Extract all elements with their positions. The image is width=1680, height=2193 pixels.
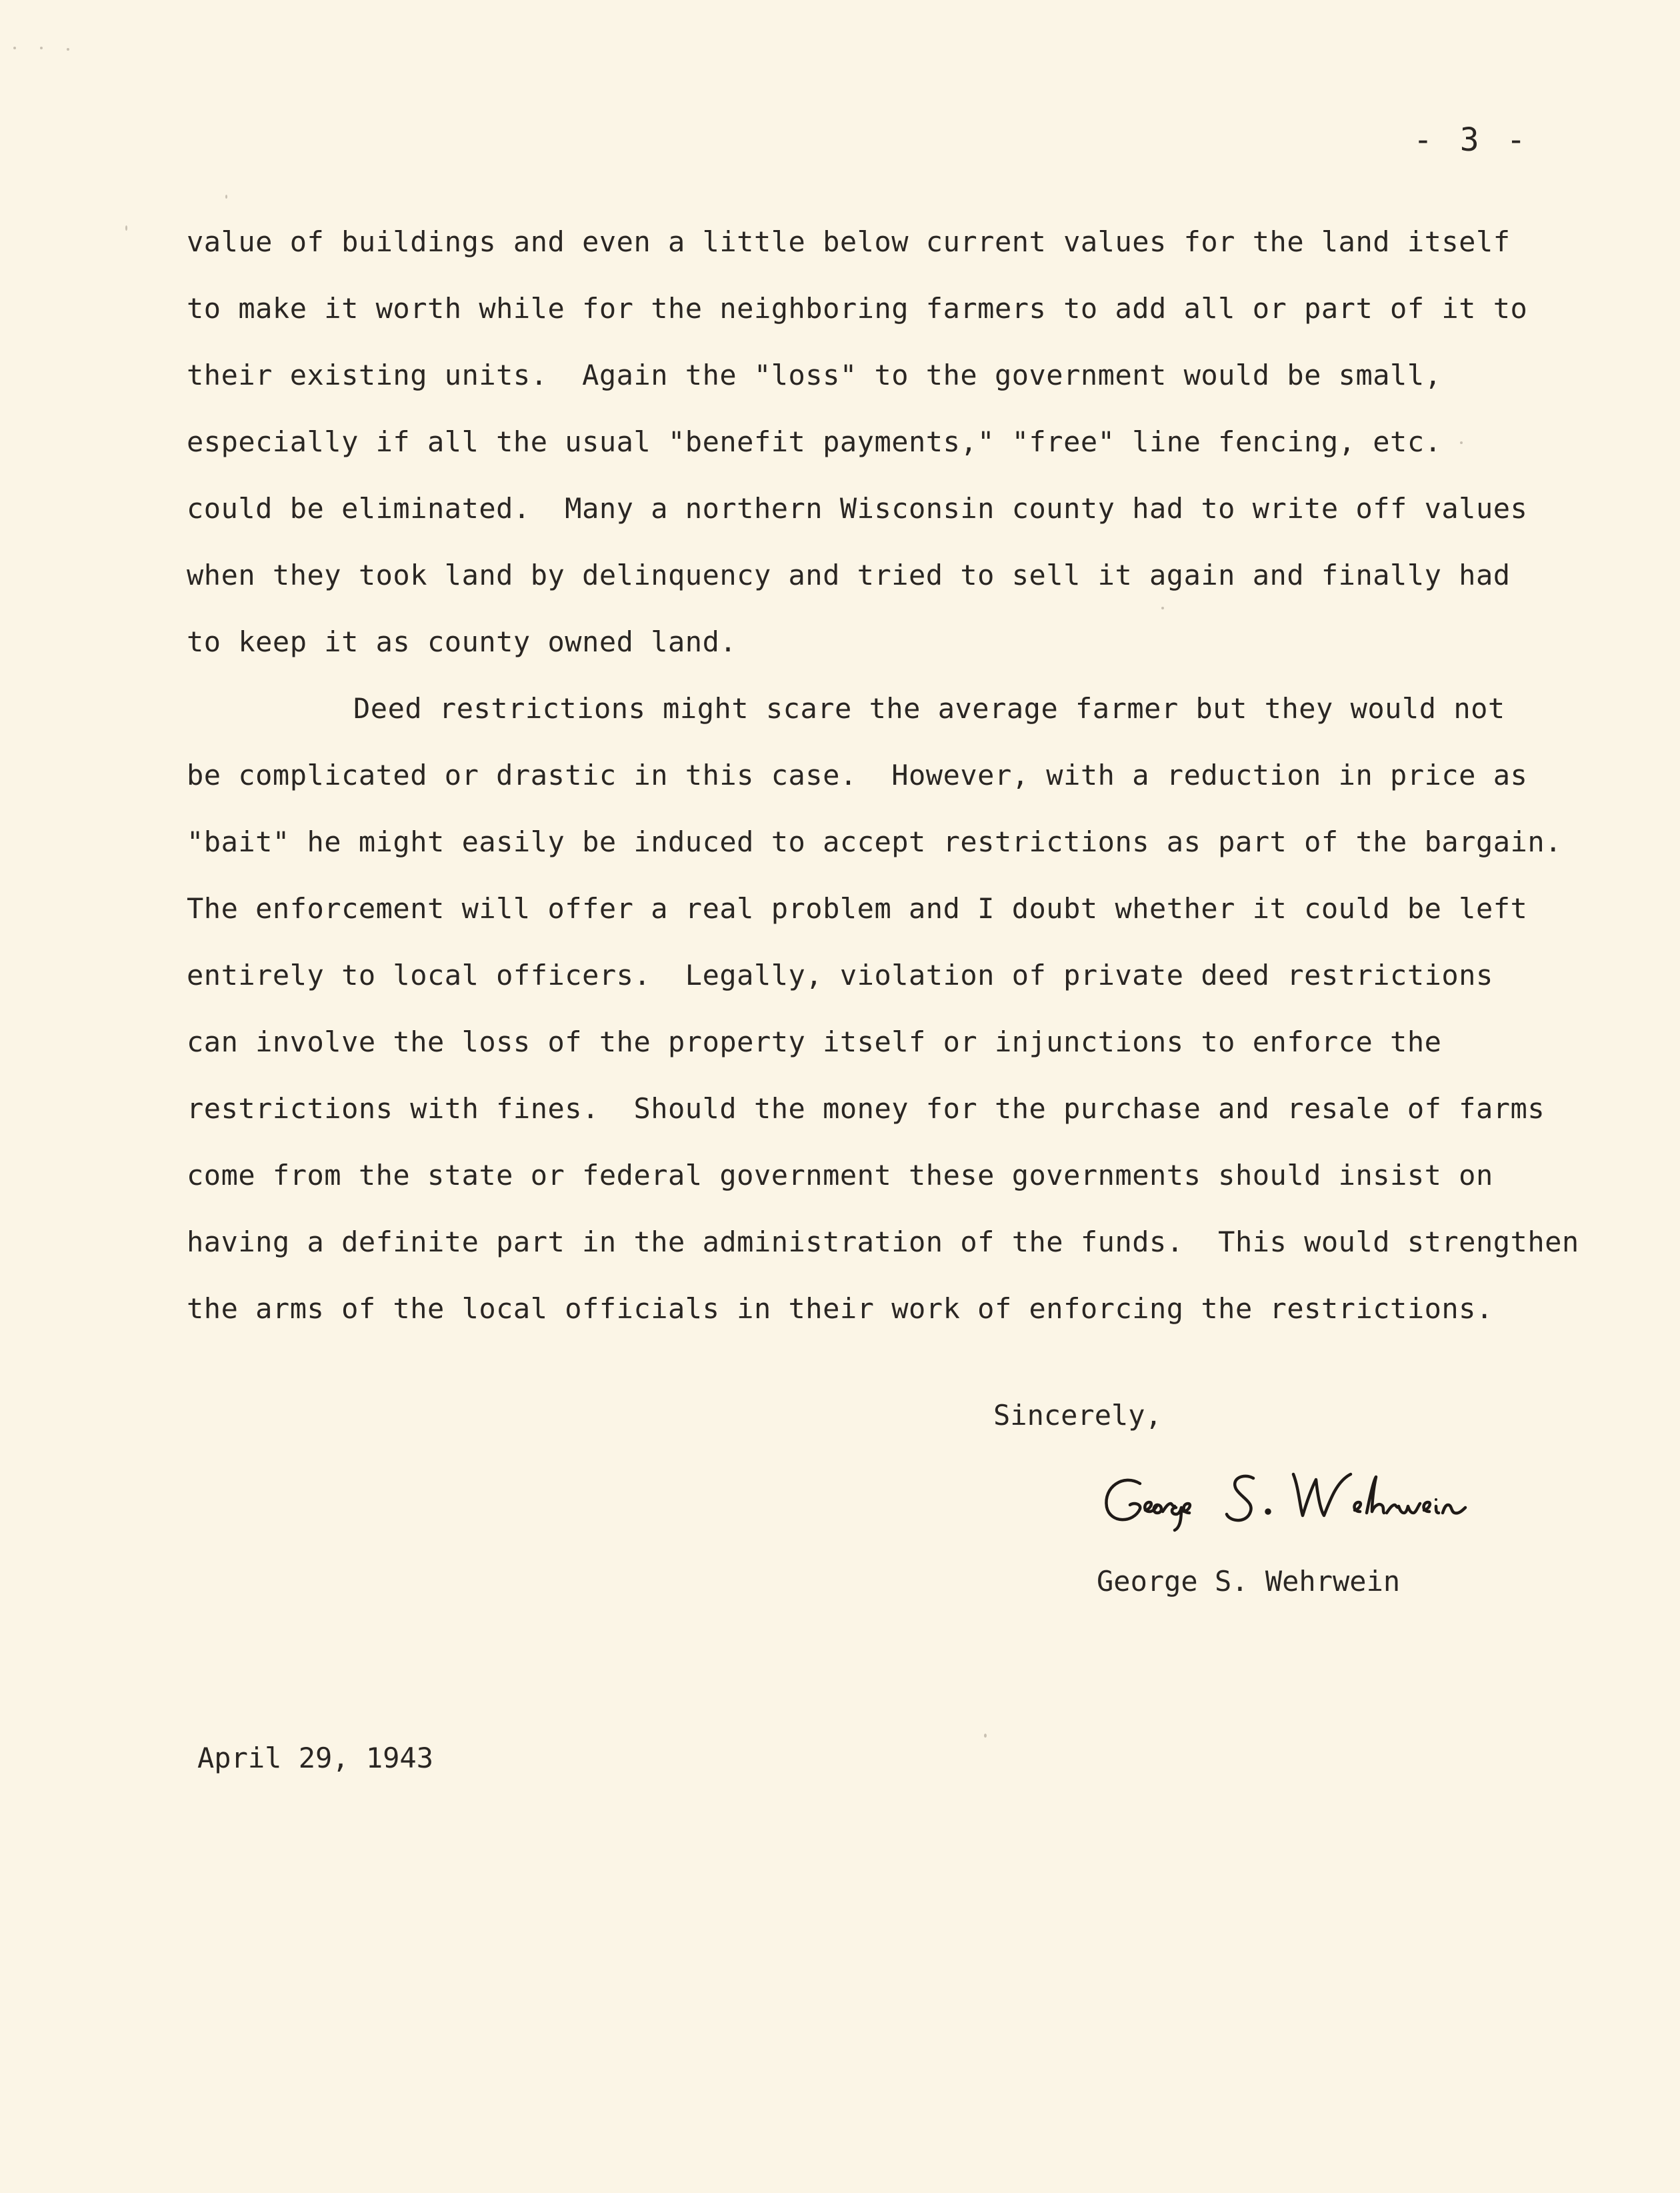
text-line: to make it worth while for the neighboring farmers to add all or part of it to xyxy=(187,292,1528,325)
text-line: The enforcement will offer a real problem and I doubt whether it could be left xyxy=(187,892,1528,925)
paper-speck xyxy=(40,47,43,49)
signature-ink xyxy=(1093,1457,1493,1544)
paper-speck xyxy=(1161,607,1164,609)
paper-speck xyxy=(225,195,227,199)
text-line: when they took land by delinquency and tried to sell it again and finally had xyxy=(187,559,1511,591)
text-line: having a definite part in the administration of the funds. This would strengthen xyxy=(187,1226,1579,1258)
paper-speck xyxy=(1460,441,1463,444)
text-line: can involve the loss of the property itself or injunctions to enforce the xyxy=(187,1025,1442,1058)
text-line: Deed restrictions might scare the average farmer but they would not xyxy=(353,692,1505,725)
text-line: entirely to local officers. Legally, violation of private deed restrictions xyxy=(187,959,1493,991)
text-line: "bait" he might easily be induced to accept restrictions as part of the bargain. xyxy=(187,825,1562,858)
paper-speck xyxy=(67,48,69,51)
closing: Sincerely, xyxy=(993,1399,1162,1432)
signer-name: George S. Wehrwein xyxy=(1097,1565,1401,1598)
paper-speck xyxy=(984,1734,987,1738)
handwritten-signature xyxy=(1093,1457,1493,1544)
text-line: to keep it as county owned land. xyxy=(187,625,737,658)
paper-speck xyxy=(125,225,127,231)
text-line: value of buildings and even a little below current values for the land itself xyxy=(187,225,1511,258)
text-line: the arms of the local officials in their work of enforcing the restrictions. xyxy=(187,1292,1493,1325)
signature-dot xyxy=(1435,1498,1437,1501)
text-line: come from the state or federal government these governments should insist on xyxy=(187,1159,1493,1192)
letter-date: April 29, 1943 xyxy=(197,1742,434,1774)
text-line: especially if all the usual "benefit payments," "free" line fencing, etc. xyxy=(187,425,1442,458)
text-line: restrictions with fines. Should the money for the purchase and resale of farms xyxy=(187,1092,1545,1125)
text-line: be complicated or drastic in this case. However, with a reduction in price as xyxy=(187,759,1528,791)
paper-speck xyxy=(13,47,16,49)
text-line: could be eliminated. Many a northern Wisconsin county had to write off values xyxy=(187,492,1528,525)
page-number: - 3 - xyxy=(1413,121,1530,159)
text-line: their existing units. Again the "loss" to the government would be small, xyxy=(187,359,1442,391)
